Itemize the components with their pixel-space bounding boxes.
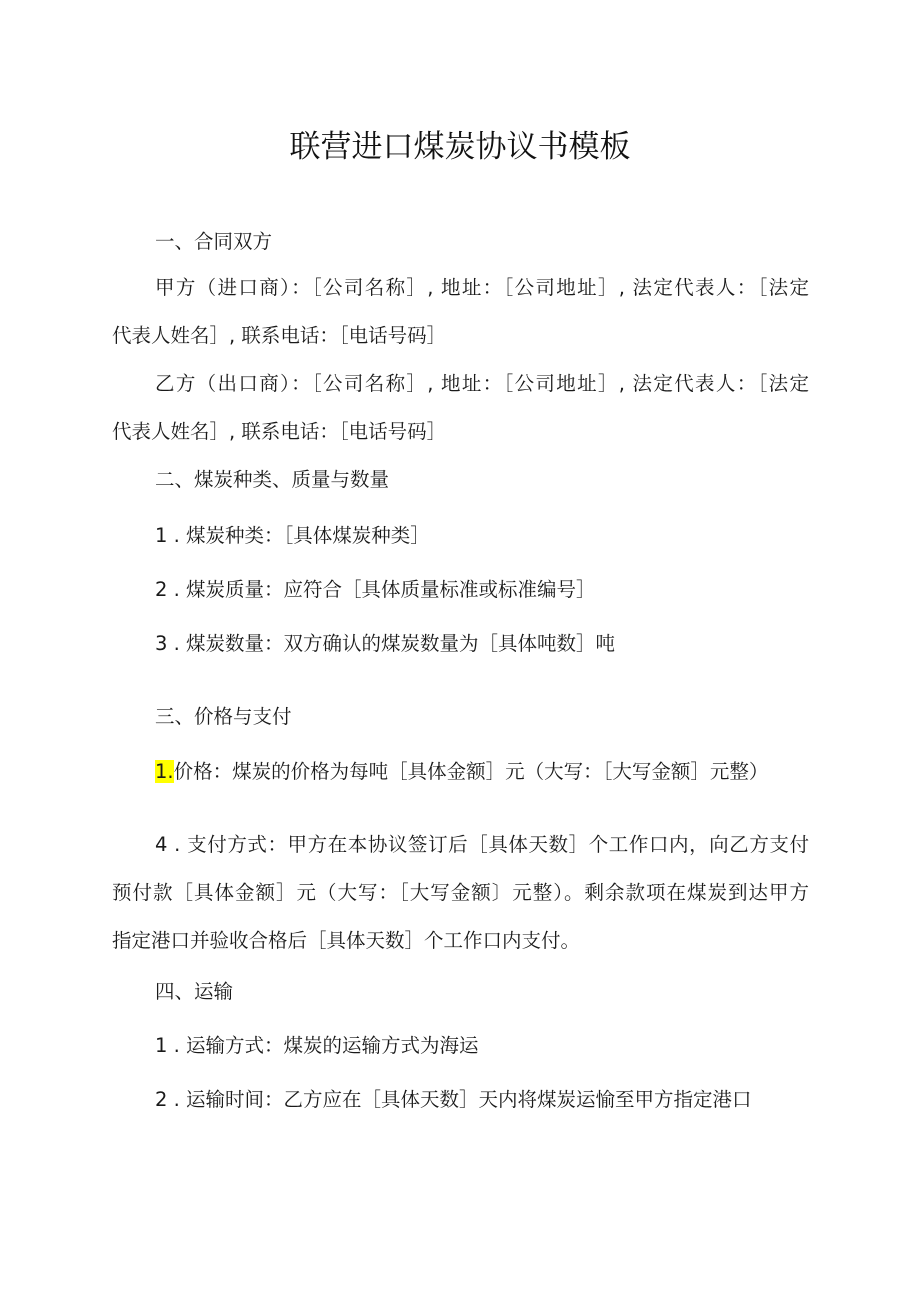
party-b-line-2: 代表人姓名］, 联系电话：［电话号码］: [112, 420, 447, 443]
section-3-heading: 三、价格与支付: [155, 705, 292, 728]
section-1-heading: 一、合同双方: [155, 230, 273, 253]
coal-quantity-item: 3 . 煤炭数量：双方确认的煤炭数量为［具体吨数］吨: [155, 632, 616, 655]
payment-line-1: 4 . 支付方式：甲方在本协议签订后［具体天数］个工作口内，向乙方支付: [155, 833, 809, 856]
payment-line-3: 指定港口并验收合格后［具体天数］个工作口内支付。: [112, 929, 581, 952]
party-a-line-2: 代表人姓名］, 联系电话：［电话号码］: [112, 324, 447, 347]
transport-mode-item: 1 . 运输方式：煤炭的运输方式为海运: [155, 1034, 479, 1057]
party-b-line-1: 乙方（出口商）：［公司名称］, 地址：［公司地址］, 法定代表人：［法定: [155, 372, 809, 395]
section-2-heading: 二、煤炭种类、质量与数量: [155, 468, 390, 491]
transport-time-item: 2 . 运输时间：乙方应在［具体天数］天内将煤炭运愉至甲方指定港口: [155, 1088, 752, 1111]
price-item: [155, 756, 768, 788]
party-a-line-1: 甲方（进口商）：［公司名称］, 地址：［公司地址］, 法定代表人：［法定: [155, 276, 809, 299]
coal-quality-item: 2 . 煤炭质量：应符合［具体质量标准或标准编号］: [155, 578, 596, 601]
payment-line-2: 预付款［具体金额］元（大写：［大写金额〕元整）。剩余款项在煤炭到达甲方: [112, 881, 809, 904]
price-item-text: 价格：煤炭的价格为每吨［具体金额］元（大写：［大写金额］元整）: [173, 760, 769, 783]
document-title: 联营进口煤炭协议书模板: [289, 129, 631, 165]
coal-type-item: 1 . 煤炭种类：［具体煤炭种类］: [155, 524, 430, 547]
highlighted-number: 1.: [155, 760, 174, 783]
section-4-heading: 四、运输: [155, 980, 234, 1003]
